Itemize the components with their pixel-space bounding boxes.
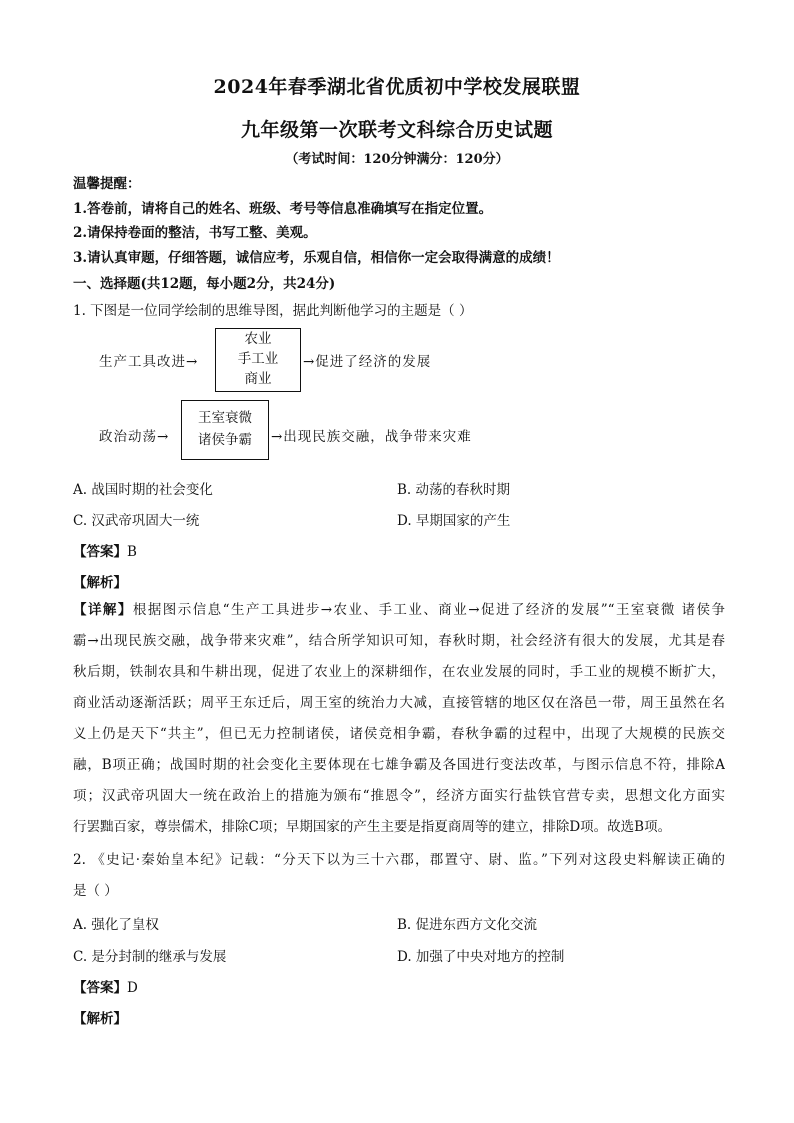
q2-option-b[interactable]: B. 促进东西方文化交流: [397, 917, 538, 933]
diagram-row1-right: →促进了经济的发展: [303, 354, 432, 370]
detail-label: 【详解】: [73, 602, 133, 618]
q1-answer: [73, 540, 137, 560]
diagram-row2-left: 政治动荡→: [99, 429, 170, 445]
tip-item-2: 2.请保持卷面的整洁，书写工整、美观。: [73, 225, 317, 241]
q2-answer: [73, 976, 138, 996]
tip-item-1: 1.答卷前，请将自己的姓名、班级、考号等信息准确填写在指定位置。: [73, 201, 493, 217]
q2-stem-line: 2. 《史记·秦始皇本纪》记载：“分天下以为三十六郡，郡置守、尉、监。”下列对这段史料解读正确的: [73, 852, 725, 868]
answer-label: 【答案】: [73, 544, 127, 560]
q1-option-a[interactable]: A. 战国时期的社会变化: [73, 482, 213, 498]
box-item: 诸侯争霸: [198, 432, 252, 448]
box-item: 商业: [244, 371, 272, 387]
answer-value: D: [127, 980, 138, 996]
section-heading: 一、选择题(共12题，每小题2分，共24分): [73, 276, 336, 292]
detail-line: 项；汉武帝巩固大一统在政治上的措施为颁布“推恩令”，经济方面实行盐铁官营专卖，思想文化方面实: [73, 788, 725, 804]
answer-label: 【答案】: [73, 980, 127, 996]
diagram-box-economy: [215, 328, 301, 392]
exam-title-line1: 2024年春季湖北省优质初中学校发展联盟: [213, 76, 581, 98]
q1-detail: [73, 595, 725, 843]
q2-analysis-label: 【解析】: [73, 1011, 127, 1027]
detail-line: 秋后期，铁制农具和牛耕出现，促进了农业上的深耕细作，在农业发展的同时，手工业的规模不断扩大，: [73, 664, 725, 680]
diagram-row1-left: 生产工具改进→: [99, 354, 199, 370]
q2-option-d[interactable]: D. 加强了中央对地方的控制: [397, 949, 565, 965]
exam-title-line2: 九年级第一次联考文科综合历史试题: [240, 119, 553, 141]
exam-info: （考试时间：120分钟满分：120分）: [285, 152, 509, 167]
diagram-row2-right: →出现民族交融，战争带来灾难: [271, 429, 472, 445]
mind-map-diagram: [95, 326, 515, 466]
detail-line: 商业活动逐渐活跃；周平王东迁后，周王室的统治力大减，直接管辖的地区仅在洛邑一带，周王虽然在名: [73, 695, 725, 711]
q2-option-a[interactable]: A. 强化了皇权: [73, 917, 159, 933]
q1-stem: 1. 下图是一位同学绘制的思维导图，据此判断他学习的主题是（ ）: [73, 303, 473, 319]
box-item: 王室衰微: [198, 410, 252, 426]
box-item: 农业: [244, 331, 272, 347]
tips-heading: 温馨提醒：: [73, 176, 141, 192]
box-item: 手工业: [237, 351, 279, 367]
detail-line: 义上仍是天下“共主”，但已无力控制诸侯，诸侯竞相争霸，春秋争霸的过程中，出现了大规模的民族交: [73, 726, 725, 742]
tip-item-3: 3.请认真审题，仔细答题，诚信应考，乐观自信，相信你一定会取得满意的成绩！: [73, 250, 560, 266]
q1-option-b[interactable]: B. 动荡的春秋时期: [397, 482, 511, 498]
diagram-box-politics: [181, 400, 269, 460]
q1-option-d[interactable]: D. 早期国家的产生: [397, 513, 511, 529]
answer-value: B: [127, 544, 137, 560]
q2-option-c[interactable]: C. 是分封制的继承与发展: [73, 949, 227, 965]
q2-stem-line: 是（ ）: [73, 883, 118, 899]
detail-line: 行罢黜百家，尊崇儒术，排除C项；早期国家的产生主要是指夏商周等的建立，排除D项。故选B项。: [73, 819, 672, 835]
detail-line: 融，B项正确；战国时期的社会变化主要体现在七雄争霸及各国进行变法改革，与图示信息不符，排除A: [73, 757, 725, 773]
q1-analysis-label: 【解析】: [73, 575, 127, 591]
detail-line: 霸→出现民族交融，战争带来灾难”，结合所学知识可知，春秋时期，社会经济有很大的发展，尤其是春: [73, 633, 725, 649]
detail-text: 根据图示信息“生产工具进步→农业、手工业、商业→促进了经济的发展”“王室衰微 诸侯争: [132, 602, 725, 618]
q2-stem: [73, 845, 725, 907]
q1-option-c[interactable]: C. 汉武帝巩固大一统: [73, 513, 200, 529]
detail-line: [73, 595, 725, 626]
